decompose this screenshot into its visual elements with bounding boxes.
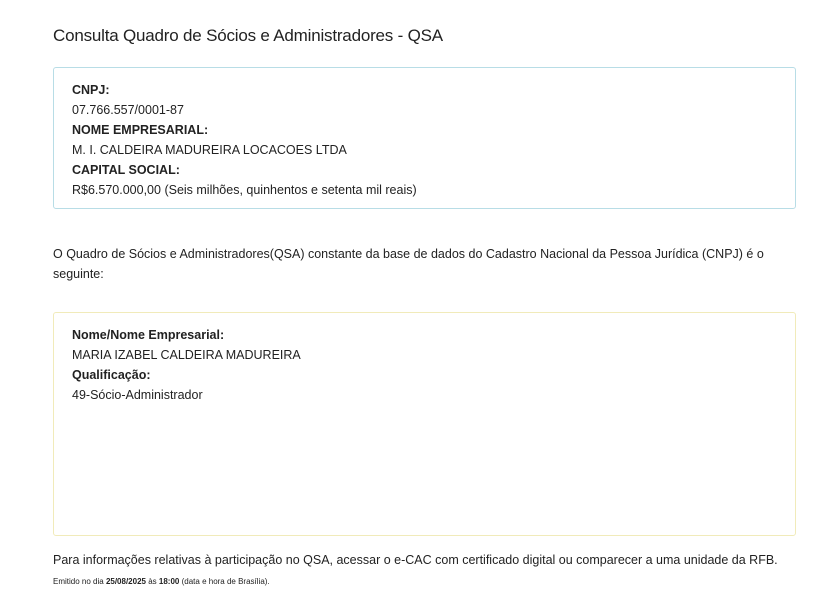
emitted-suffix: (data e hora de Brasília).	[181, 577, 270, 586]
qualification-value: 49-Sócio-Administrador	[72, 388, 203, 402]
company-info-box	[53, 67, 796, 209]
capital-label: CAPITAL SOCIAL:	[72, 163, 180, 177]
capital-value: R$6.570.000,00 (Seis milhões, quinhentos e setenta mil reais)	[72, 183, 417, 197]
company-name-label: NOME EMPRESARIAL:	[72, 123, 209, 137]
emitted-time: 18:00	[158, 577, 180, 586]
cnpj-value: 07.766.557/0001-87	[72, 103, 184, 117]
page-title: Consulta Quadro de Sócios e Administradores - QSA	[53, 26, 443, 45]
partner-name-label: Nome/Nome Empresarial:	[72, 328, 225, 342]
intro-text: O Quadro de Sócios e Administradores(QSA) constante da base de dados do Cadastro Nacional da Pessoa Jurídica (CNPJ) é o seguinte:	[53, 247, 764, 281]
emission-note	[53, 576, 270, 588]
qualification-label: Qualificação:	[72, 368, 151, 382]
info-note: Para informações relativas à participação no QSA, acessar o e-CAC com certificado digital ou comparecer a uma unidade da RFB.	[53, 553, 778, 567]
emitted-at: às	[148, 577, 157, 586]
cnpj-label: CNPJ:	[72, 83, 110, 97]
partner-box	[53, 312, 796, 536]
company-name-value: M. I. CALDEIRA MADUREIRA LOCACOES LTDA	[72, 143, 347, 157]
emitted-date: 25/08/2025	[105, 577, 146, 586]
partner-name-value: MARIA IZABEL CALDEIRA MADUREIRA	[72, 348, 301, 362]
emitted-prefix: Emitido no dia	[53, 577, 104, 586]
